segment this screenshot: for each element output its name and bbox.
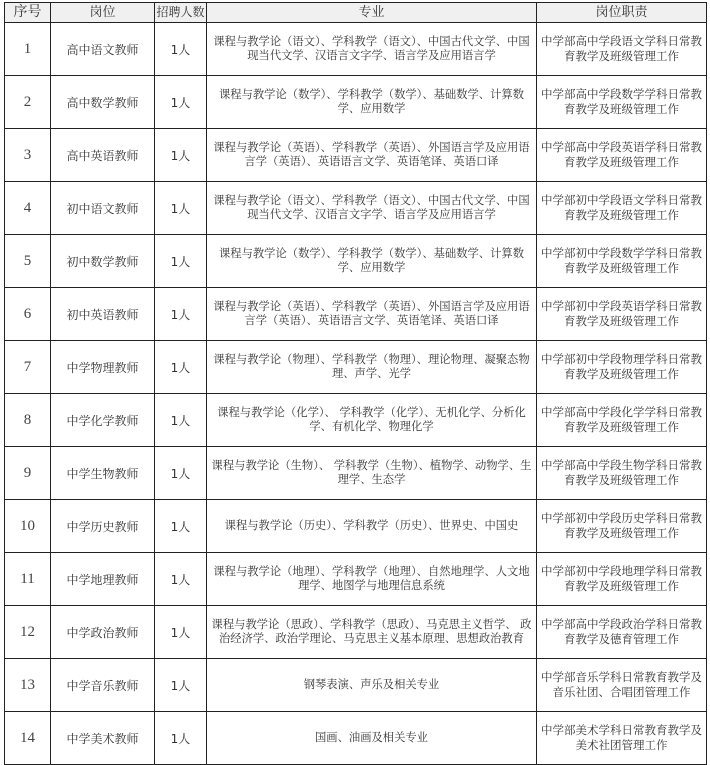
cell-duty: 中学部初中学段历史学科日常教育教学及班级管理工作 — [537, 500, 707, 553]
table-row — [5, 76, 707, 129]
cell-count: 1人 — [155, 447, 207, 500]
cell-duty: 中学部高中学段政治学科日常教育教学及德育管理工作 — [537, 606, 707, 659]
cell-position: 中学化学教师 — [51, 394, 155, 447]
header-seq: 序号 — [5, 3, 51, 23]
table-row — [5, 606, 707, 659]
cell-count: 1人 — [155, 23, 207, 76]
cell-position: 高中英语教师 — [51, 129, 155, 182]
cell-duty: 中学部高中学段英语学科日常教育教学及班级管理工作 — [537, 129, 707, 182]
cell-count: 1人 — [155, 712, 207, 765]
cell-duty: 中学部初中学段物理学科日常教育教学及班级管理工作 — [537, 341, 707, 394]
cell-count: 1人 — [155, 235, 207, 288]
cell-major: 国画、油画及相关专业 — [207, 712, 537, 765]
table-row — [5, 129, 707, 182]
cell-duty: 中学部初中学段地理学科日常教育教学及班级管理工作 — [537, 553, 707, 606]
cell-seq: 10 — [5, 500, 51, 553]
cell-seq: 13 — [5, 659, 51, 712]
table-row — [5, 23, 707, 76]
cell-duty: 中学部高中学段数学学科日常教育教学及班级管理工作 — [537, 76, 707, 129]
table-header — [5, 3, 707, 23]
cell-position: 中学音乐教师 — [51, 659, 155, 712]
header-major: 专业 — [207, 3, 537, 23]
cell-duty: 中学部高中学段语文学科日常教育教学及班级管理工作 — [537, 23, 707, 76]
cell-position: 中学政治教师 — [51, 606, 155, 659]
cell-major: 课程与教学论（数学）、学科教学（数学）、基础数学、计算数学、应用数学 — [207, 76, 537, 129]
cell-count: 1人 — [155, 288, 207, 341]
cell-count: 1人 — [155, 394, 207, 447]
cell-count: 1人 — [155, 659, 207, 712]
recruitment-table — [4, 2, 707, 765]
cell-major: 课程与教学论（英语）、学科教学（英语）、外国语言学及应用语言学（英语）、英语语言文学、英语笔译、英语口译 — [207, 129, 537, 182]
cell-count: 1人 — [155, 129, 207, 182]
cell-seq: 14 — [5, 712, 51, 765]
cell-position: 中学物理教师 — [51, 341, 155, 394]
cell-seq: 2 — [5, 76, 51, 129]
cell-duty: 中学部初中学段英语学科日常教育教学及班级管理工作 — [537, 288, 707, 341]
header-position: 岗位 — [51, 3, 155, 23]
cell-seq: 5 — [5, 235, 51, 288]
cell-duty: 中学部美术学科日常教育教学及美术社团管理工作 — [537, 712, 707, 765]
cell-duty: 中学部高中学段化学学科日常教育教学及班级管理工作 — [537, 394, 707, 447]
cell-position: 高中数学教师 — [51, 76, 155, 129]
cell-seq: 11 — [5, 553, 51, 606]
table-row — [5, 553, 707, 606]
cell-count: 1人 — [155, 500, 207, 553]
cell-count: 1人 — [155, 341, 207, 394]
cell-major: 课程与教学论（语文）、学科教学（语文）、中国古代文学、中国现当代文学、汉语言文字学、语言学及应用语言学 — [207, 182, 537, 235]
cell-duty: 中学部初中学段数学学科日常教育教学及班级管理工作 — [537, 235, 707, 288]
cell-seq: 3 — [5, 129, 51, 182]
table-row — [5, 288, 707, 341]
cell-position: 高中语文教师 — [51, 23, 155, 76]
cell-position: 中学地理教师 — [51, 553, 155, 606]
cell-major: 课程与教学论（思政）、学科教学（思政）、马克思主义哲学、 政治经济学、政治学理论、马克思主义基本原理、思想政治教育 — [207, 606, 537, 659]
cell-major: 课程与教学论（英语）、学科教学（英语）、外国语言学及应用语言学（英语）、英语语言文学、英语笔译、英语口译 — [207, 288, 537, 341]
table-body — [5, 23, 707, 765]
cell-seq: 12 — [5, 606, 51, 659]
cell-seq: 8 — [5, 394, 51, 447]
cell-duty: 中学部初中学段语文学科日常教育教学及班级管理工作 — [537, 182, 707, 235]
cell-major: 课程与教学论（物理）、学科教学（物理）、理论物理、凝聚态物理、声学、光学 — [207, 341, 537, 394]
cell-count: 1人 — [155, 76, 207, 129]
cell-major: 课程与教学论（化学）、 学科教学（化学）、无机化学、分析化学、有机化学、物理化学 — [207, 394, 537, 447]
cell-seq: 9 — [5, 447, 51, 500]
cell-position: 中学历史教师 — [51, 500, 155, 553]
header-row — [5, 3, 707, 23]
table-row — [5, 182, 707, 235]
cell-major: 课程与教学论（语文）、学科教学（语文）、中国古代文学、中国现当代文学、汉语言文字学、语言学及应用语言学 — [207, 23, 537, 76]
cell-position: 中学美术教师 — [51, 712, 155, 765]
cell-seq: 4 — [5, 182, 51, 235]
table-row — [5, 341, 707, 394]
table-row — [5, 447, 707, 500]
table-row — [5, 659, 707, 712]
cell-seq: 6 — [5, 288, 51, 341]
cell-major: 课程与教学论（地理）、学科教学（地理）、自然地理学、人文地理学、地图学与地理信息系统 — [207, 553, 537, 606]
cell-duty: 中学部高中学段生物学科日常教育教学及班级管理工作 — [537, 447, 707, 500]
header-count: 招聘人数 — [155, 3, 207, 23]
cell-count: 1人 — [155, 182, 207, 235]
cell-count: 1人 — [155, 606, 207, 659]
cell-count: 1人 — [155, 553, 207, 606]
table-row — [5, 712, 707, 765]
cell-position: 中学生物教师 — [51, 447, 155, 500]
cell-major: 课程与教学论（生物）、 学科教学（生物）、植物学、动物学、生理学、生态学 — [207, 447, 537, 500]
table-row — [5, 394, 707, 447]
cell-seq: 1 — [5, 23, 51, 76]
table-row — [5, 500, 707, 553]
cell-position: 初中语文教师 — [51, 182, 155, 235]
cell-major: 钢琴表演、声乐及相关专业 — [207, 659, 537, 712]
cell-position: 初中英语教师 — [51, 288, 155, 341]
cell-major: 课程与教学论（数学）、学科教学（数学）、基础数学、计算数学、应用数学 — [207, 235, 537, 288]
header-duty: 岗位职责 — [537, 3, 707, 23]
cell-position: 初中数学教师 — [51, 235, 155, 288]
table-row — [5, 235, 707, 288]
cell-major: 课程与教学论（历史）、学科教学（历史）、世界史、中国史 — [207, 500, 537, 553]
cell-seq: 7 — [5, 341, 51, 394]
cell-duty: 中学部音乐学科日常教育教学及音乐社团、合唱团管理工作 — [537, 659, 707, 712]
